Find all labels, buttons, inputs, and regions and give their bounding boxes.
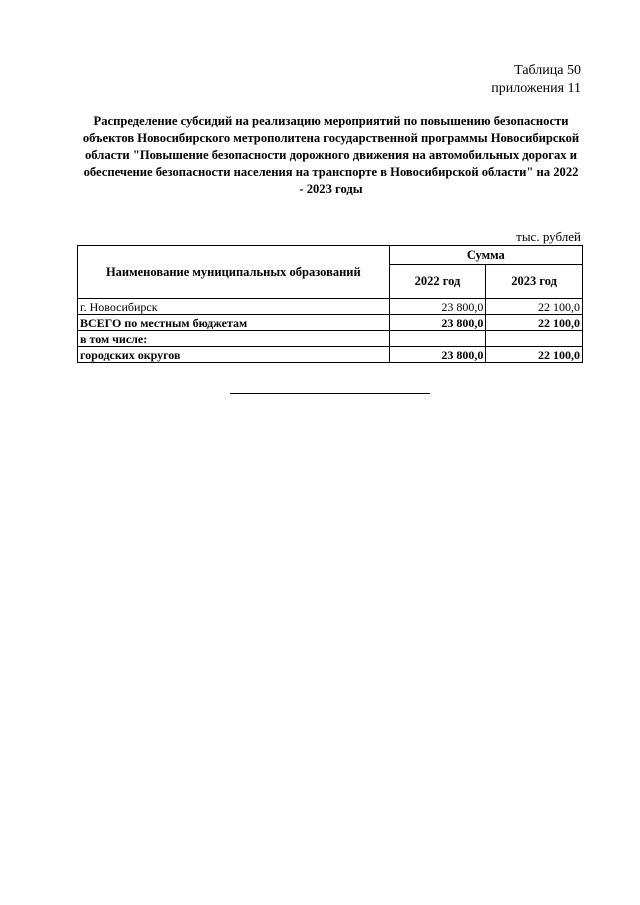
row-value-2022: 23 800,0 — [389, 315, 486, 331]
row-value-2022: 23 800,0 — [389, 347, 486, 363]
appendix-reference: приложения 11 — [491, 81, 581, 96]
subsidy-table — [77, 245, 583, 363]
document-reference — [491, 62, 581, 98]
column-header-sum: Сумма — [389, 246, 582, 265]
table-row-urban-districts — [78, 347, 583, 363]
column-header-name: Наименование муниципальных образований — [78, 246, 390, 299]
table-row-including — [78, 331, 583, 347]
table-number: Таблица 50 — [514, 63, 581, 78]
row-value-2023: 22 100,0 — [486, 347, 583, 363]
row-name: городских округов — [78, 347, 390, 363]
row-name: г. Новосибирск — [78, 299, 390, 315]
table-header-row — [78, 246, 583, 265]
document-title: Распределение субсидий на реализацию мероприятий по повышению безопасности объектов Новосибирского метрополитена государственной программы Новосибирской области "Повышение безопасности дорожного движения на автомобильных дорогах и обеспечение безопасности населения на транспорте в Новосибирской области" на 2022 - 2023 годы — [82, 114, 580, 196]
row-value-2022: 23 800,0 — [389, 299, 486, 315]
row-value-2023: 22 100,0 — [486, 315, 583, 331]
unit-label: тыс. рублей — [516, 229, 581, 244]
column-header-2022: 2022 год — [389, 265, 486, 299]
row-name: ВСЕГО по местным бюджетам — [78, 315, 390, 331]
table-row — [78, 299, 583, 315]
row-name: в том числе: — [78, 331, 390, 347]
row-value-2023: 22 100,0 — [486, 299, 583, 315]
closing-divider — [230, 393, 430, 394]
row-value-2022 — [389, 331, 486, 347]
row-value-2023 — [486, 331, 583, 347]
column-header-2023: 2023 год — [486, 265, 583, 299]
table-row-total — [78, 315, 583, 331]
